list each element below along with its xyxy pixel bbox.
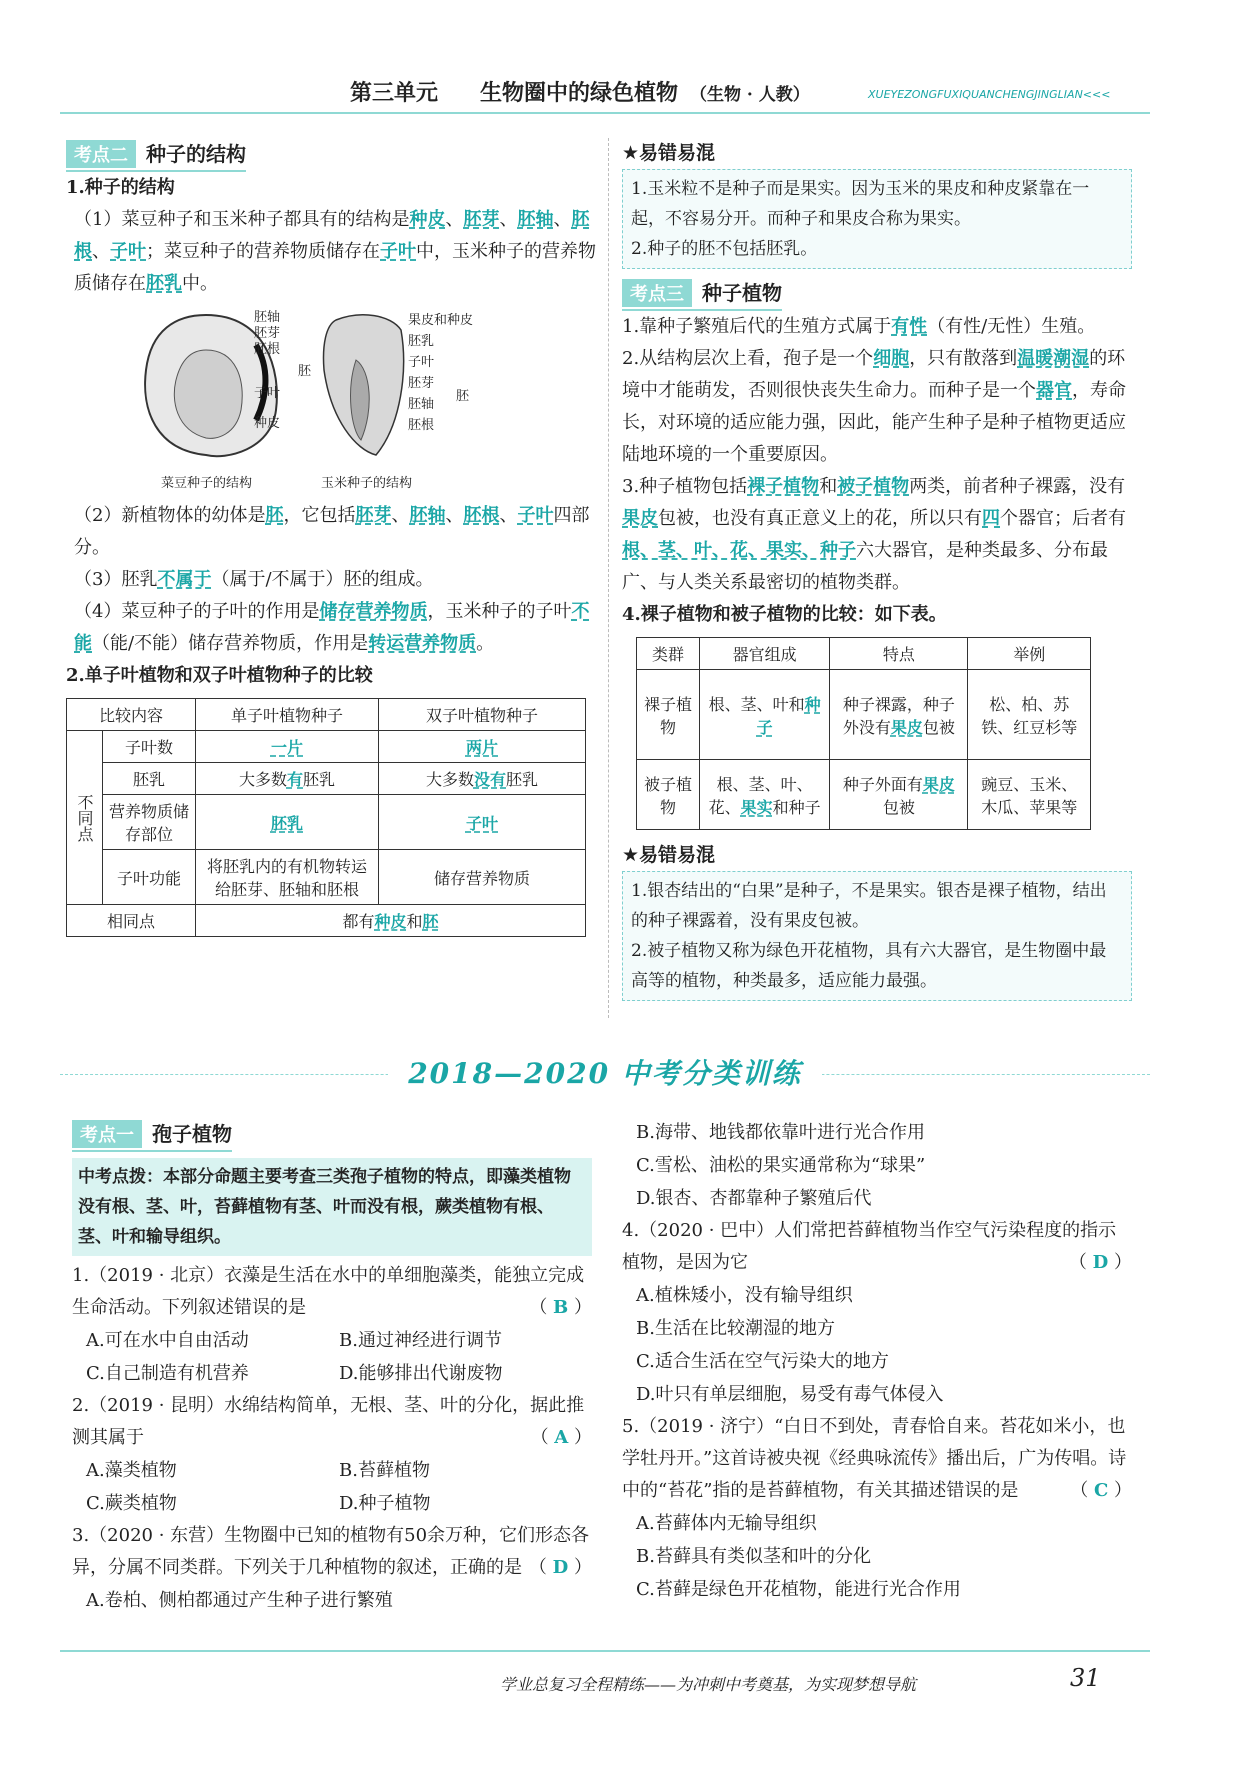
text: （3）胚乳 bbox=[74, 569, 158, 590]
cell: 松、柏、苏铁、红豆杉等 bbox=[968, 670, 1091, 760]
text: ，玉米种子的子叶 bbox=[427, 601, 572, 622]
corn-seed-illustration bbox=[316, 310, 416, 460]
tip-line: 2.被子植物又称为绿色开花植物，具有六大器官，是生物圈中最高等的植物，种类最多，适应能力最强。 bbox=[631, 941, 1107, 991]
text: 1.靠种子繁殖后代的生殖方式属于 bbox=[622, 316, 892, 337]
tip1-title: ★易错易混 bbox=[622, 142, 716, 164]
subject-label: （生物 · 人教） bbox=[690, 85, 810, 105]
answer: 胚芽 bbox=[355, 505, 392, 526]
header-cell: 举例 bbox=[968, 638, 1091, 670]
answer: 根、茎、叶、花、果实、种子 bbox=[622, 540, 856, 561]
label: 胚芽 bbox=[408, 376, 435, 391]
answer: 器官 bbox=[1036, 380, 1072, 401]
question-text: 2.（2019 · 昆明）水绵结构简单，无根、茎、叶的分化，据此推测其属于 bbox=[72, 1395, 585, 1448]
tip-line: 2.种子的胚不包括胚乳。 bbox=[631, 239, 818, 259]
paragraph-3 bbox=[66, 564, 596, 596]
option: A.可在水中自由活动 bbox=[86, 1330, 249, 1351]
text: 四部分。 bbox=[74, 505, 590, 558]
answer: 储存营养物质 bbox=[319, 601, 428, 622]
text: 六大器官，是种类最多、分布最广、与人类关系最密切的植物类群。 bbox=[622, 540, 1108, 593]
option: C.适合生活在空气污染大的地方 bbox=[636, 1351, 889, 1372]
answer: 子叶 bbox=[110, 241, 146, 262]
option-3c: C.雪松、油松的果实通常称为“球果” bbox=[636, 1155, 926, 1176]
cell bbox=[830, 760, 968, 830]
text: （能/不能）储存营养物质，作用是 bbox=[92, 633, 369, 654]
row-label: 营养物质储存部位 bbox=[103, 795, 196, 850]
unit-title: 生物圈中的绿色植物 bbox=[480, 80, 679, 106]
answer: 一片 bbox=[270, 738, 303, 757]
cell: 将胚乳内的有机物转运给胚芽、胚轴和胚根 bbox=[196, 850, 379, 905]
option-3d: D.银杏、杏都靠种子繁殖后代 bbox=[636, 1188, 872, 1209]
text: 大多数 bbox=[425, 770, 474, 789]
page-number: 31 bbox=[1070, 1664, 1101, 1692]
row-label: 子叶数 bbox=[103, 731, 196, 763]
answer: 胚轴 bbox=[409, 505, 446, 526]
text: ，寿命长，对环境的适应能力强，因此，能产生种子是种子植物更适应陆地环境的一个重要原因。 bbox=[622, 380, 1126, 465]
header-pinyin: XUEYEZONGFUXIQUANCHENGJINGLIAN<<< bbox=[868, 88, 1111, 101]
answer: 没有 bbox=[473, 770, 506, 789]
option: B.生活在比较潮湿的地方 bbox=[636, 1318, 835, 1339]
section-kaodian3 bbox=[622, 277, 782, 311]
answer: 两片 bbox=[465, 738, 498, 757]
text: 的环境中才能萌发，否则很快丧失生命力。而种子是一个 bbox=[622, 348, 1126, 401]
cell bbox=[196, 795, 379, 850]
cell bbox=[379, 763, 586, 795]
cell bbox=[700, 670, 830, 760]
answer: 果皮 bbox=[622, 508, 658, 529]
answer-bracket: （ C ） bbox=[1070, 1480, 1132, 1501]
tip2-box bbox=[622, 871, 1132, 1001]
row-label: 被子植物 bbox=[637, 760, 700, 830]
monocot-dicot-table bbox=[66, 698, 586, 937]
cell bbox=[196, 905, 586, 937]
section-kaodian1 bbox=[72, 1118, 232, 1152]
options-1 bbox=[72, 1324, 592, 1390]
label: 胚根 bbox=[254, 342, 281, 357]
options-4 bbox=[622, 1279, 1132, 1411]
answer: 胚根 bbox=[463, 505, 500, 526]
text: 个器官；后者有 bbox=[1000, 508, 1126, 529]
answer: 胚根 bbox=[74, 209, 590, 262]
header-cell: 类群 bbox=[637, 638, 700, 670]
corn-labels bbox=[408, 310, 473, 436]
text: 包被 bbox=[882, 797, 915, 817]
text: （1）菜豆种子和玉米种子都具有的结构是 bbox=[74, 209, 410, 230]
option: C.自己制造有机营养 bbox=[86, 1363, 249, 1384]
cell bbox=[830, 670, 968, 760]
answer: 不属于 bbox=[157, 569, 212, 590]
section-heading: 种子植物 bbox=[702, 281, 782, 305]
cell bbox=[700, 760, 830, 830]
answer: 果皮 bbox=[922, 774, 955, 794]
option: A.苔藓体内无输导组织 bbox=[636, 1513, 817, 1534]
answer: 胚 bbox=[422, 912, 439, 931]
question-5 bbox=[622, 1411, 1132, 1507]
text: 中。 bbox=[182, 273, 218, 294]
answer: 四 bbox=[982, 508, 1000, 529]
text: 3.种子植物包括 bbox=[622, 476, 748, 497]
bottom-right-column bbox=[622, 1116, 1132, 1606]
answer: 胚乳 bbox=[270, 813, 303, 833]
header-cell: 比较内容 bbox=[67, 699, 196, 731]
text: 包被 bbox=[922, 717, 955, 737]
paragraph-1 bbox=[622, 311, 1132, 343]
text: 。 bbox=[476, 633, 495, 654]
options-2 bbox=[72, 1454, 592, 1520]
cell bbox=[196, 763, 379, 795]
text: 种子外面有 bbox=[842, 774, 923, 794]
section-heading: 种子的结构 bbox=[146, 142, 246, 166]
column-divider bbox=[608, 138, 609, 1018]
text: ，只有散落到 bbox=[909, 348, 1018, 369]
text: 都有 bbox=[342, 912, 375, 931]
tip-line: 1.银杏结出的“白果”是种子，不是果实。银杏是裸子植物，结出的种子裸露着，没有果皮包被。 bbox=[631, 881, 1107, 931]
question-text: 5.（2019 · 济宁）“白日不到处，青春恰自来。苔花如米小，也学牡丹开。”这首诗被央视《经典咏流传》播出后，广为传唱。诗中的“苔花”指的是苔藓植物，有关其描述错误的是 bbox=[622, 1416, 1127, 1501]
label: 胚根 bbox=[408, 418, 435, 433]
subheading-seed-structure: 1.种子的结构 bbox=[66, 177, 175, 198]
answer: 子叶 bbox=[517, 505, 554, 526]
text: 种子裸露，种子外没有 bbox=[842, 694, 955, 737]
question-1 bbox=[72, 1260, 592, 1324]
option: D.叶只有单层细胞，易受有毒气体侵入 bbox=[636, 1384, 944, 1405]
answer: 胚轴 bbox=[517, 209, 554, 230]
text: 大多数 bbox=[238, 770, 287, 789]
label: 胚轴 bbox=[408, 397, 435, 412]
left-column bbox=[66, 138, 596, 937]
options-5 bbox=[622, 1507, 1132, 1606]
text: 和 bbox=[406, 912, 423, 931]
text: 和种子 bbox=[772, 797, 821, 817]
question-text: 1.（2019 · 北京）衣藻是生活在水中的单细胞藻类，能独立完成生命活动。下列叙述错误的是 bbox=[72, 1265, 585, 1318]
option-3b: B.海带、地钱都依靠叶进行光合作用 bbox=[636, 1122, 925, 1143]
option: B.苔藓具有类似茎和叶的分化 bbox=[636, 1546, 871, 1567]
answer: A bbox=[554, 1427, 569, 1448]
text: 中，玉米种子的营养物质储存在 bbox=[74, 241, 596, 294]
bean-caption: 菜豆种子的结构 bbox=[161, 476, 253, 491]
option: B.苔藓植物 bbox=[339, 1460, 430, 1481]
label: 果皮和种皮 bbox=[408, 313, 474, 328]
tip2-title: ★易错易混 bbox=[622, 844, 716, 866]
answer: 有 bbox=[286, 770, 303, 789]
text: 2.从结构层次上看，孢子是一个 bbox=[622, 348, 874, 369]
header-cell: 特点 bbox=[830, 638, 968, 670]
option: A.植株矮小，没有输导组织 bbox=[636, 1285, 853, 1306]
header-cell: 单子叶植物种子 bbox=[196, 699, 379, 731]
label: 胚芽 bbox=[254, 326, 281, 341]
text: 包被，也没有真正意义上的花，所以只有 bbox=[658, 508, 982, 529]
paragraph-3 bbox=[622, 471, 1132, 599]
answer: 转运营养物质 bbox=[368, 633, 477, 654]
gymnosperm-angiosperm-table bbox=[636, 637, 1091, 830]
text: 两类，前者种子裸露，没有 bbox=[909, 476, 1126, 497]
answer: 子叶 bbox=[380, 241, 416, 262]
answer: 子叶 bbox=[465, 813, 498, 833]
text: 根、茎、叶和 bbox=[708, 694, 805, 714]
unit-label: 第三单元 bbox=[350, 80, 439, 106]
paragraph-1: （1）菜豆种子和玉米种子都具有的结构是种皮、胚芽、胚轴、胚根、子叶；菜豆种子的营养物质储存在子叶中，玉米种子的营养物质储存在胚乳中。 bbox=[74, 209, 596, 294]
answer-bracket: （ D ） bbox=[528, 1557, 592, 1578]
footer-slogan: 学业总复习全程精练——为冲刺中考奠基，为实现梦想导航 bbox=[500, 1675, 917, 1694]
bottom-left-column bbox=[72, 1118, 592, 1617]
row-label: 子叶功能 bbox=[103, 850, 196, 905]
row-label: 相同点 bbox=[67, 905, 196, 937]
text: ；菜豆种子的营养物质储存在 bbox=[146, 241, 380, 262]
text: （4）菜豆种子的子叶的作用是 bbox=[74, 601, 320, 622]
section-heading: 孢子植物 bbox=[152, 1122, 232, 1146]
label: 子叶 bbox=[408, 355, 435, 370]
answer: 种皮 bbox=[409, 209, 446, 230]
label: 子叶 bbox=[254, 386, 281, 401]
answer: 果皮 bbox=[890, 717, 923, 737]
section-banner bbox=[60, 1052, 1150, 1096]
paragraph-4: 4.裸子植物和被子植物的比较：如下表。 bbox=[622, 604, 947, 625]
paragraph-2 bbox=[622, 343, 1132, 471]
answer: C bbox=[1093, 1480, 1109, 1501]
header-cell: 器官组成 bbox=[700, 638, 830, 670]
seed-figure bbox=[66, 310, 596, 500]
corn-caption: 玉米种子的结构 bbox=[321, 476, 413, 491]
question-3 bbox=[72, 1520, 592, 1584]
cell bbox=[379, 731, 586, 763]
answer: 有性 bbox=[891, 316, 928, 337]
text: （有性/无性）生殖。 bbox=[927, 316, 1096, 337]
footer-rule bbox=[60, 1650, 1150, 1652]
option-3a: A.卷柏、侧柏都通过产生种子进行繁殖 bbox=[86, 1590, 393, 1611]
header-rule bbox=[60, 112, 1150, 114]
question-text: 3.（2020 · 东营）生物圈中已知的植物有50余万种，它们形态各异，分属不同类群。下列关于几种植物的叙述，正确的是 bbox=[72, 1525, 590, 1578]
row-label: 裸子植物 bbox=[637, 670, 700, 760]
answer: 被子植物 bbox=[837, 476, 910, 497]
answer: 胚乳 bbox=[146, 273, 182, 294]
cell bbox=[196, 731, 379, 763]
section-kaodian2 bbox=[66, 138, 246, 172]
text: （2）新植物体的幼体是 bbox=[74, 505, 266, 526]
answer: 种子 bbox=[756, 694, 821, 737]
text: 和 bbox=[819, 476, 838, 497]
kaodian-tag: 考点二 bbox=[66, 140, 136, 168]
option: C.苔藓是绿色开花植物，能进行光合作用 bbox=[636, 1579, 961, 1600]
answer-bracket: （ D ） bbox=[1068, 1252, 1132, 1273]
answer: 种皮 bbox=[374, 912, 407, 931]
text: 胚乳 bbox=[506, 770, 539, 789]
answer: 细胞 bbox=[873, 348, 910, 369]
option: C.蕨类植物 bbox=[86, 1493, 177, 1514]
kaodian-tag: 考点三 bbox=[622, 279, 692, 307]
question-2 bbox=[72, 1390, 592, 1454]
row-label: 胚乳 bbox=[103, 763, 196, 795]
text: 胚乳 bbox=[303, 770, 336, 789]
tip1-box bbox=[622, 169, 1132, 269]
kaodian-tag: 考点一 bbox=[72, 1120, 142, 1148]
label: 种皮 bbox=[254, 416, 281, 431]
option: D.种子植物 bbox=[339, 1493, 431, 1514]
answer: 不能 bbox=[74, 601, 590, 654]
bean-labels bbox=[254, 310, 280, 432]
answer: 温暖潮湿 bbox=[1017, 348, 1090, 369]
paragraph-4 bbox=[66, 596, 596, 660]
answer: 果实 bbox=[740, 797, 773, 817]
right-column bbox=[622, 138, 1132, 1001]
cell: 豌豆、玉米、木瓜、苹果等 bbox=[968, 760, 1091, 830]
answer-bracket: （ A ） bbox=[530, 1427, 592, 1448]
option: A.藻类植物 bbox=[86, 1460, 177, 1481]
label: 胚 bbox=[298, 364, 312, 379]
page-footer bbox=[60, 1650, 1150, 1710]
text: 根、茎、叶、花、 bbox=[708, 774, 813, 817]
cell: 储存营养物质 bbox=[379, 850, 586, 905]
exam-tip: 中考点拨：本部分命题主要考查三类孢子植物的特点，即藻类植物没有根、茎、叶，苔藓植物有茎、叶而没有根，蕨类植物有根、茎、叶和输导组织。 bbox=[72, 1158, 592, 1256]
answer-bracket: （ B ） bbox=[529, 1297, 592, 1318]
question-4 bbox=[622, 1215, 1132, 1279]
label: 胚 bbox=[456, 389, 470, 404]
label: 胚轴 bbox=[254, 310, 281, 325]
page-header bbox=[60, 70, 1190, 120]
cell bbox=[379, 795, 586, 850]
answer: 胚 bbox=[265, 505, 284, 526]
answer: D bbox=[1092, 1252, 1109, 1273]
tip-line: 1.玉米粒不是种子而是果实。因为玉米的果皮和种皮紧靠在一起，不容易分开。而种子和果皮合称为果实。 bbox=[631, 179, 1090, 229]
subheading-comparison: 2.单子叶植物和双子叶植物种子的比较 bbox=[66, 665, 373, 686]
text: （属于/不属于）胚的组成。 bbox=[211, 569, 434, 590]
answer: B bbox=[553, 1297, 569, 1318]
label: 胚乳 bbox=[408, 334, 435, 349]
header-cell: 双子叶植物种子 bbox=[379, 699, 586, 731]
answer: 裸子植物 bbox=[747, 476, 820, 497]
banner-text: 2018—2020 中考分类训练 bbox=[388, 1057, 822, 1090]
answer: 胚芽 bbox=[463, 209, 500, 230]
answer: D bbox=[552, 1557, 569, 1578]
paragraph-2: （2）新植物体的幼体是胚，它包括胚芽、胚轴、胚根、子叶四部分。 bbox=[74, 505, 590, 558]
option: D.能够排出代谢废物 bbox=[339, 1363, 503, 1384]
question-text: 4.（2020 · 巴中）人们常把苔藓植物当作空气污染程度的指示植物，是因为它 bbox=[622, 1220, 1117, 1273]
option: B.通过神经进行调节 bbox=[339, 1330, 502, 1351]
text: ，它包括 bbox=[283, 505, 356, 526]
row-group-label: 不同点 bbox=[67, 731, 103, 905]
